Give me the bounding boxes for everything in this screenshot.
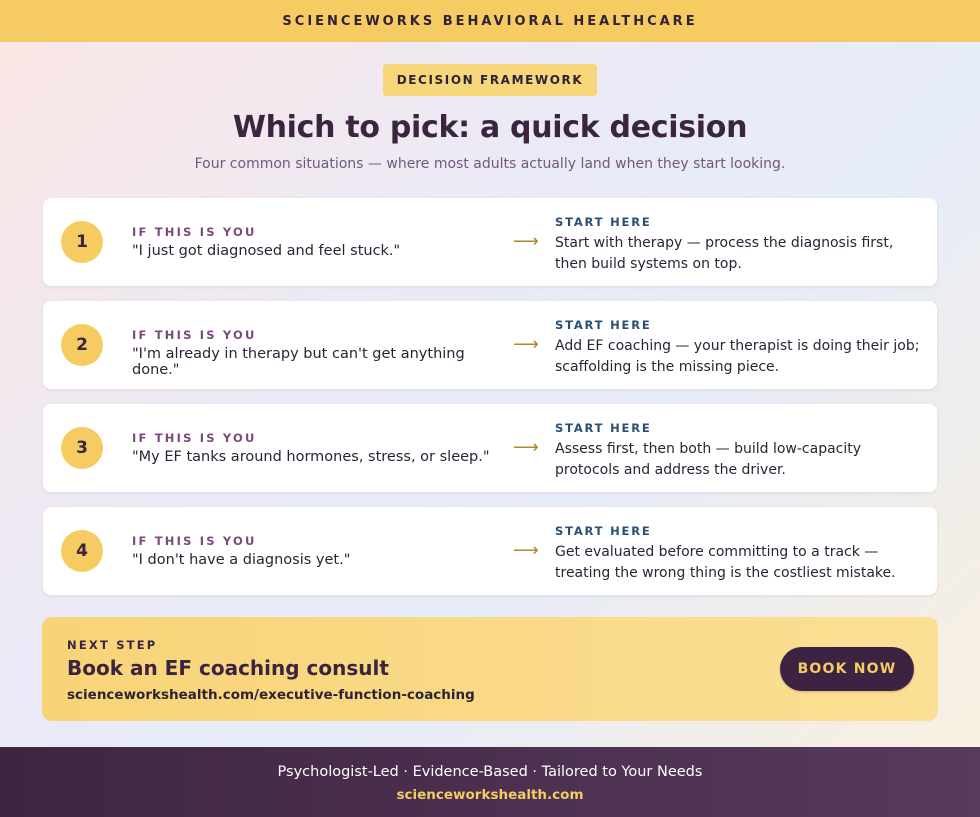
step-number: 2 [61,324,103,366]
if-this-is-you-label: IF THIS IS YOU [132,328,257,342]
start-here-label: START HERE [555,524,652,538]
book-now-button[interactable]: BOOK NOW [780,647,914,691]
situation-quote: "I'm already in therapy but can't get anything done." [132,346,465,378]
if-this-is-you-label: IF THIS IS YOU [132,534,257,548]
if-this-is-you-label: IF THIS IS YOU [132,225,257,239]
top-banner [0,0,980,42]
footer [0,747,980,817]
decision-card-4 [43,507,937,595]
step-number: 3 [61,427,103,469]
decision-card-1 [43,198,937,286]
arrow-right-icon: ⟶ [513,437,539,458]
situation-quote: "I just got diagnosed and feel stuck." [132,243,401,259]
step-number: 1 [61,221,103,263]
start-here-label: START HERE [555,421,652,435]
recommendation-text: Add EF coaching — your therapist is doing their job; scaffolding is the missing piece. [555,338,920,375]
coaching-link[interactable]: scienceworkshealth.com/executive-function-coaching [67,687,475,703]
arrow-right-icon: ⟶ [513,231,539,252]
arrow-right-icon: ⟶ [513,540,539,561]
start-here-label: START HERE [555,215,652,229]
recommendation-text: Assess first, then both — build low-capacity protocols and address the driver. [555,441,862,478]
next-step-label: NEXT STEP [67,638,158,652]
decision-card-2 [43,301,937,389]
step-number: 4 [61,530,103,572]
situation-quote: "My EF tanks around hormones, stress, or sleep." [132,449,490,465]
brand-name: SCIENCEWORKS BEHAVIORAL HEALTHCARE [282,13,698,29]
next-step-panel [42,617,938,721]
section-badge: DECISION FRAMEWORK [383,64,597,96]
if-this-is-you-label: IF THIS IS YOU [132,431,257,445]
recommendation-text: Get evaluated before committing to a track — treating the wrong thing is the costliest mistake. [555,544,896,581]
footer-tagline: Psychologist-Led · Evidence-Based · Tailored to Your Needs [277,764,703,780]
arrow-right-icon: ⟶ [513,334,539,355]
recommendation-text: Start with therapy — process the diagnosis first, then build systems on top. [555,235,894,272]
start-here-label: START HERE [555,318,652,332]
cta-title: Book an EF coaching consult [67,656,389,680]
footer-website-link[interactable]: scienceworkshealth.com [396,787,584,803]
decision-card-3 [43,404,937,492]
page-title: Which to pick: a quick decision [232,110,748,145]
situation-quote: "I don't have a diagnosis yet." [132,552,351,568]
page-subtitle: Four common situations — where most adults actually land when they start looking. [194,156,786,172]
